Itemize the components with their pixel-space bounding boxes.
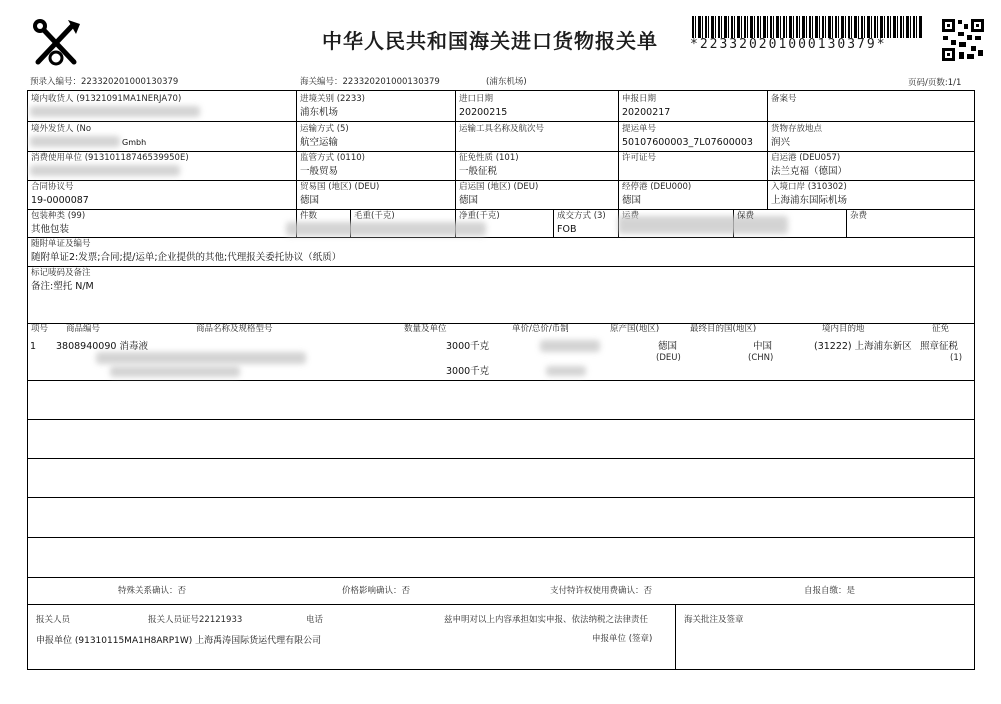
- pre-entry-number: 预录入编号：223320201000130379: [30, 77, 179, 87]
- qr-code-icon: [941, 18, 985, 62]
- page-info: 页码/页数:1/1: [908, 78, 962, 88]
- entry-port-label: 进境关别 (2233): [300, 94, 365, 104]
- marks-label: 标记唛码及备注: [31, 268, 91, 278]
- attached-docs-label: 随附单证及编号: [31, 239, 91, 249]
- tax-nature-value: 一般征税: [459, 166, 498, 177]
- goods-header-levy: 征免: [932, 324, 950, 334]
- price-effect-confirm: 价格影响确认：否: [342, 586, 411, 596]
- vehicle-label: 运输工具名称及航次号: [459, 124, 545, 134]
- goods-header-name: 商品名称及规格型号: [196, 324, 273, 334]
- document-title: 中华人民共和国海关进口货物报关单: [322, 29, 658, 53]
- barcode-number: *223320201000130379*: [690, 37, 887, 52]
- goods-qty-2: 3000千克: [446, 366, 490, 377]
- customs-number: 海关编号：223320201000130379: [300, 77, 440, 87]
- net-weight-label: 净重(千克): [459, 211, 500, 221]
- record-no-label: 备案号: [771, 94, 797, 104]
- origin-country-label: 启运国 (地区) (DEU): [459, 182, 539, 192]
- contract-label: 合同协议号: [31, 182, 74, 192]
- deal-mode-value: FOB: [557, 224, 577, 235]
- supervision-value: 一般贸易: [300, 166, 339, 177]
- departure-port-value: 法兰克福（德国）: [771, 166, 848, 177]
- goods-qty-1: 3000千克: [446, 341, 490, 352]
- gross-weight-label: 毛重(千克): [354, 211, 395, 221]
- bl-value: 50107600003_7L07600003: [622, 137, 753, 148]
- consignee-label: 境内收货人 (91321091MA1NERJA70): [31, 94, 182, 104]
- goods-seq: 1: [30, 341, 37, 352]
- contract-value: 19-0000087: [31, 195, 89, 206]
- shipper-partial: Gmbh: [122, 138, 147, 147]
- departure-port-label: 启运港 (DEU057): [771, 153, 841, 163]
- goods-header-qty: 数量及单位: [404, 324, 447, 334]
- special-relation-confirm: 特殊关系确认：否: [118, 586, 187, 596]
- transit-port-label: 经停港 (DEU000): [622, 182, 692, 192]
- customs-number-note: (浦东机场): [486, 77, 527, 87]
- goods-header-dest: 最终目的国(地区): [690, 324, 757, 334]
- customs-emblem: [28, 14, 84, 70]
- marks-value: 备注:塑托 N/M: [31, 281, 94, 292]
- declarant-cert: 报关人员证号22121933: [148, 615, 243, 625]
- entry-site-label: 入境口岸 (310302): [771, 182, 847, 192]
- deal-mode-label: 成交方式 (3): [557, 211, 606, 221]
- package-value: 其他包装: [31, 224, 70, 235]
- declare-unit-seal: 申报单位 (签章): [592, 634, 653, 644]
- consumer-label: 消费使用单位 (91310118746539950E): [31, 153, 189, 163]
- goods-header-origin: 原产国(地区): [610, 324, 660, 334]
- transit-port-value: 德国: [622, 195, 642, 206]
- declare-date-value: 20200217: [622, 107, 671, 118]
- customs-note-label: 海关批注及签章: [684, 615, 744, 625]
- declare-date-label: 申报日期: [622, 94, 657, 104]
- barcode: [692, 16, 922, 38]
- phone-label: 电话: [306, 615, 324, 625]
- origin-country-value: 德国: [459, 195, 479, 206]
- tax-nature-label: 征免性质 (101): [459, 153, 519, 163]
- goods-dest: 中国: [753, 341, 773, 352]
- self-pay-confirm: 自报自缴：是: [804, 586, 856, 596]
- royalty-confirm: 支付特许权使用费确认：否: [550, 586, 653, 596]
- import-date-value: 20200215: [459, 107, 508, 118]
- license-label: 许可证号: [622, 153, 657, 163]
- trade-country-value: 德国: [300, 195, 320, 206]
- declarant-label: 报关人员: [36, 615, 71, 625]
- misc-fee-label: 杂费: [850, 211, 868, 221]
- trade-country-label: 贸易国 (地区) (DEU): [300, 182, 380, 192]
- pieces-label: 件数: [300, 211, 318, 221]
- goods-levy: 照章征税: [920, 341, 959, 352]
- bl-label: 提运单号: [622, 124, 657, 134]
- storage-value: 润兴: [771, 137, 791, 148]
- declaration-statement: 兹申明对以上内容承担如实申报、依法纳税之法律责任: [444, 615, 649, 625]
- import-date-label: 进口日期: [459, 94, 494, 104]
- entry-port-value: 浦东机场: [300, 107, 339, 118]
- goods-origin: 德国: [658, 341, 678, 352]
- transport-value: 航空运输: [300, 137, 339, 148]
- goods-origin-code: (DEU): [656, 353, 681, 363]
- package-label: 包装种类 (99): [31, 211, 86, 221]
- transport-label: 运输方式 (5): [300, 124, 349, 134]
- storage-label: 货物存放地点: [771, 124, 823, 134]
- goods-levy-code: (1): [950, 353, 963, 363]
- declare-unit: 申报单位 (91310115MA1H8ARP1W) 上海禹涛国际货运代理有限公司: [36, 636, 322, 646]
- entry-site-value: 上海浦东国际机场: [771, 195, 848, 206]
- goods-header-code: 商品编号: [66, 324, 101, 334]
- goods-dest-code: (CHN): [748, 353, 774, 363]
- goods-code-name: 3808940090 消毒液: [56, 341, 148, 352]
- supervision-label: 监管方式 (0110): [300, 153, 365, 163]
- goods-header-domestic: 境内目的地: [822, 324, 865, 334]
- insurance-label: 保费: [737, 211, 755, 221]
- goods-header-price: 单价/总价/币制: [512, 324, 569, 334]
- attached-docs-value: 随附单证2:发票;合同;提/运单;企业提供的其他;代理报关委托协议（纸质）: [31, 252, 342, 263]
- goods-header-seq: 项号: [31, 324, 49, 334]
- goods-domestic: (31222) 上海浦东新区: [814, 341, 912, 352]
- shipper-label: 境外发货人 (No: [31, 124, 92, 134]
